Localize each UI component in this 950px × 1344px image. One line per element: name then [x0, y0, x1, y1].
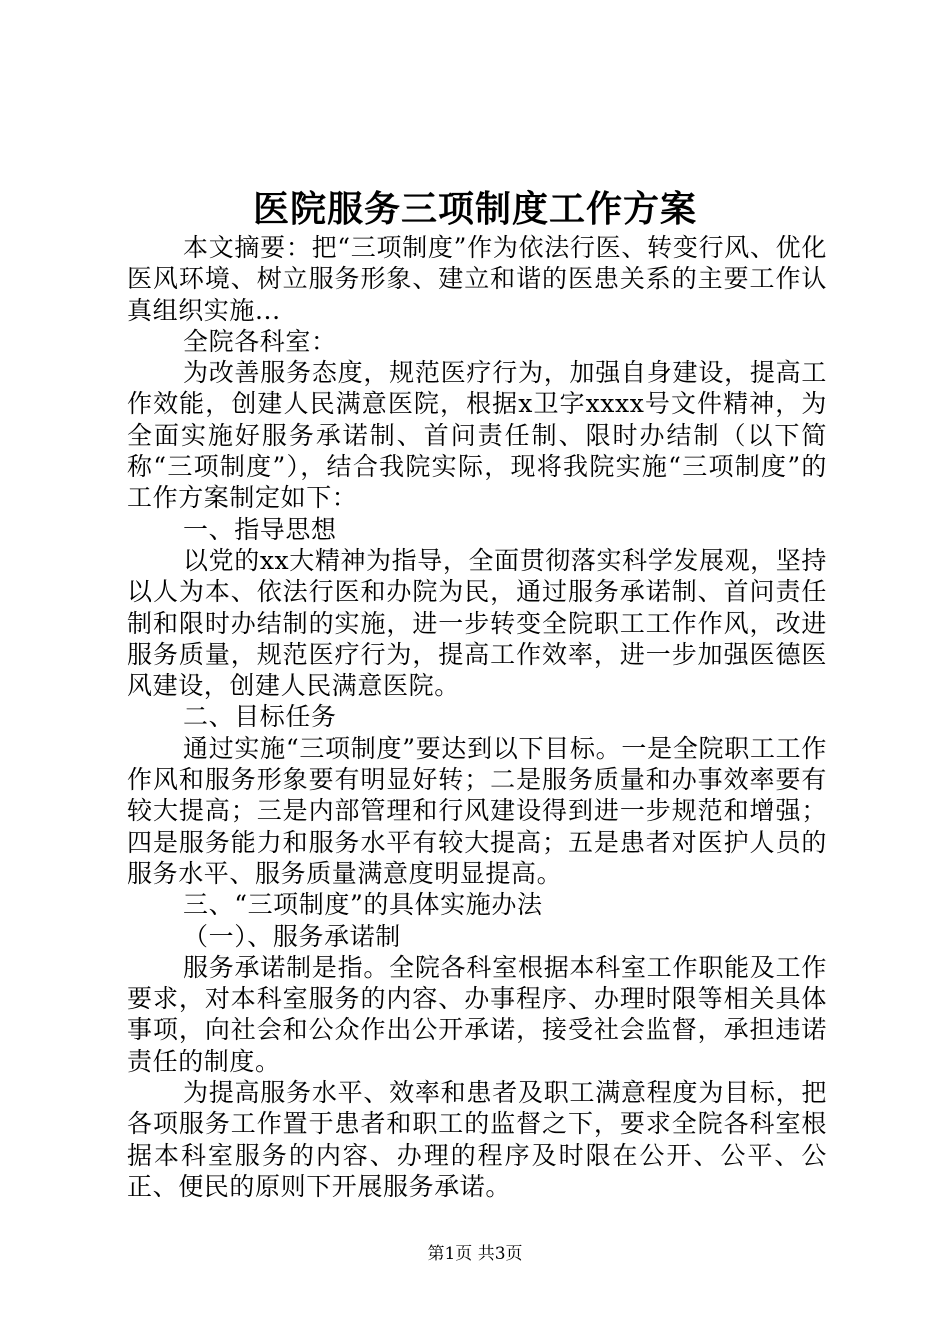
document-title: 医院服务三项制度工作方案 — [252, 188, 697, 230]
goals-paragraph: 通过实施“三项制度”要达到以下目标。一是全院职工工作作风和服务形象要有明显好转；二是服务质量和办事效率要有较大提高；三是内部管理和行风建设得到进一步规范和增强；四是服务能力和服务水平有较大提高；五是患者对医护人员的服务水平、服务质量满意度明显提高。 — [127, 733, 827, 888]
document-body — [127, 232, 827, 1202]
section-heading-goals: 二、目标任务 — [183, 702, 337, 732]
intro-paragraph: 为改善服务态度，规范医疗行为，加强自身建设，提高工作效能，创建人民满意医院，根据x卫字xxxx号文件精神，为全面实施好服务承诺制、首问责任制、限时办结制（以下简称“三项制度”），结合我院实际，现将我院实施“三项制度”的工作方案制定如下： — [127, 358, 827, 513]
section-heading-guiding-thought: 一、指导思想 — [183, 514, 337, 544]
abstract-paragraph: 本文摘要：把“三项制度”作为依法行医、转变行风、优化医风环境、树立服务形象、建立和谐的医患关系的主要工作认真组织实施... — [127, 233, 827, 325]
page-number-footer: 第1页 共3页 — [427, 1244, 523, 1264]
service-commitment-definition-paragraph: 服务承诺制是指。全院各科室根据本科室工作职能及工作要求，对本科室服务的内容、办事程序、办理时限等相关具体事项，向社会和公众作出公开承诺，接受社会监督，承担违诺责任的制度。 — [127, 952, 827, 1076]
service-commitment-goal-paragraph: 为提高服务水平、效率和患者及职工满意程度为目标，把各项服务工作置于患者和职工的监督之下，要求全院各科室根据本科室服务的内容、办理的程序及时限在公开、公平、公正、便民的原则下开展服务承诺。 — [127, 1078, 827, 1201]
guiding-thought-paragraph: 以党的xx大精神为指导，全面贯彻落实科学发展观，坚持以人为本、依法行医和办院为民，通过服务承诺制、首问责任制和限时办结制的实施，进一步转变全院职工工作作风，改进服务质量，规范医疗行为，提高工作效率，进一步加强医德医风建设，创建人民满意医院。 — [127, 545, 827, 701]
subsection-heading-service-commitment: （一）、服务承诺制 — [183, 921, 401, 951]
salutation: 全院各科室： — [183, 326, 337, 356]
section-heading-implementation: 三、“三项制度”的具体实施办法 — [183, 890, 543, 920]
